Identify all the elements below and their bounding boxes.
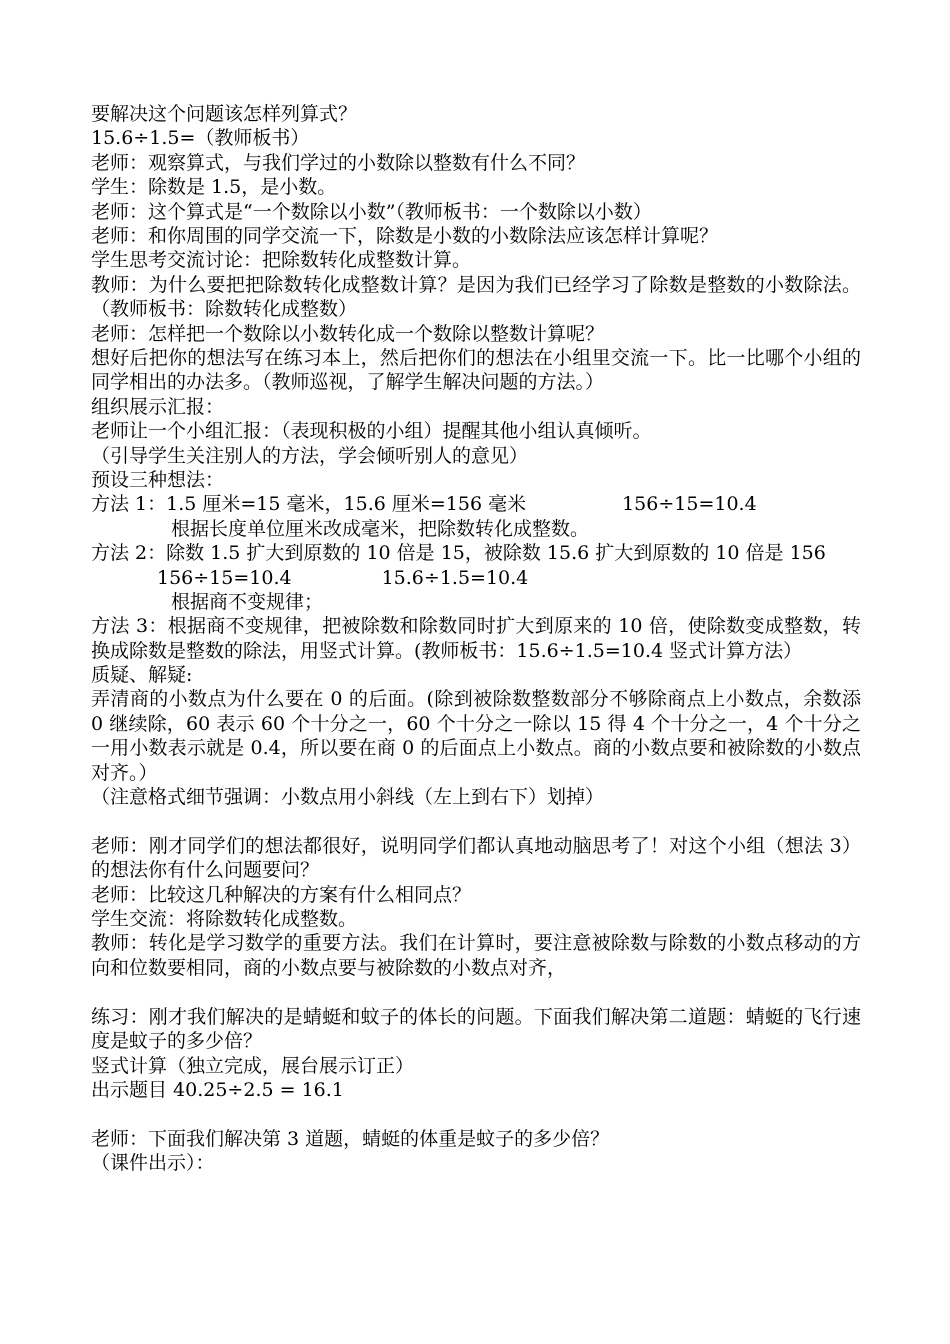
method-2-calc-2: 15.6÷1.5=10.4 bbox=[381, 566, 529, 589]
text-line: 预设三种想法： bbox=[91, 468, 225, 491]
method-2-note: 根据商不变规律； bbox=[171, 590, 324, 613]
student-exchange: 学生交流：将除数转化成整数。 bbox=[91, 908, 358, 931]
method-2-text: 方法 2：除数 1.5 扩大到原数的 10 倍是 15，被除数 15.6 扩大到原数的 10 倍是 156 bbox=[91, 542, 826, 565]
blank-line bbox=[91, 980, 861, 1004]
document-body bbox=[91, 102, 861, 1175]
practice-text: 练习：刚才我们解决的是蜻蜓和蚊子的体长的问题。下面我们解决第二道题：蜻蜓的飞行速度是蚊子的多少倍？ bbox=[91, 1005, 861, 1053]
text-paragraph: 教师：为什么要把把除数转化成整数计算？是因为我们已经学习了除数是整数的小数除法。（教师板书：除数转化成整数） bbox=[91, 273, 861, 321]
teacher-compare: 老师：比较这几种解决的方案有什么相同点？ bbox=[91, 883, 472, 906]
text-line: 要解决这个问题该怎样列算式？ bbox=[91, 103, 358, 125]
method-1-note: 根据长度单位厘米改成毫米，把除数转化成整数。 bbox=[171, 517, 590, 540]
text-line: 老师：这个算式是“一个数除以小数”（教师板书：一个数除以小数） bbox=[91, 200, 652, 223]
text-line: 老师：观察算式，与我们学过的小数除以整数有什么不同？ bbox=[91, 151, 586, 174]
question-text: 弄清商的小数点为什么要在 0 的后面。(除到被除数整数部分不够除商点上小数点，余数添 0 继续除，60 表示 60 个十分之一，60 个十分之一除以 15 得 4 个十分之一，4 个十分之一用小数表示就是 0.4，所以要在商 0 的后面点上小数点。商的小数点要和被除数的小数点对齐。） bbox=[91, 688, 861, 784]
section-title: 质疑、解疑: bbox=[91, 664, 193, 687]
teacher-praise: 老师：刚才同学们的想法都很好，说明同学们都认真地动脑思考了！对这个小组（想法 3）的想法你有什么问题要问？ bbox=[91, 834, 861, 882]
text-paragraph: 想好后把你的想法写在练习本上，然后把你们的想法在小组里交流一下。比一比哪个小组的同学相出的办法多。（教师巡视，了解学生解决问题的方法。） bbox=[91, 346, 861, 394]
vertical-calc-text: 竖式计算（独立完成，展台展示订正） bbox=[91, 1054, 415, 1077]
text-line: 老师：怎样把一个数除以小数转化成一个数除以整数计算呢？ bbox=[91, 322, 605, 345]
teacher-third: 老师：下面我们解决第 3 道题，蜻蜓的体重是蚊子的多少倍？ bbox=[91, 1127, 610, 1150]
method-1-text: 方法 1：1.5 厘米=15 毫米，15.6 厘米=156 毫米 bbox=[91, 493, 527, 516]
blank-line bbox=[91, 810, 861, 834]
method-2-calc-row bbox=[91, 566, 861, 590]
problem-text: 出示题目 40.25÷2.5 = 16.1 bbox=[91, 1078, 344, 1101]
blank-line bbox=[91, 1102, 861, 1126]
text-line: 学生思考交流讨论：把除数转化成整数计算。 bbox=[91, 249, 472, 272]
courseware-text: （课件出示）： bbox=[91, 1152, 215, 1175]
text-line: （引导学生关注别人的方法，学会倾听别人的意见） bbox=[91, 444, 529, 467]
method-2-calc-1: 156÷15=10.4 bbox=[157, 566, 292, 589]
method-1-calc: 156÷15=10.4 bbox=[622, 493, 757, 516]
text-line: 老师：和你周围的同学交流一下，除数是小数的小数除法应该怎样计算呢？ bbox=[91, 224, 719, 247]
method-3-text: 方法 3：根据商不变规律，把被除数和除数同时扩大到原来的 10 倍，使除数变成整数，转换成除数是整数的除法，用竖式计算。(教师板书：15.6÷1.5=10.4 竖式计算方法） bbox=[91, 615, 861, 662]
text-line: 老师让一个小组汇报：（表现积极的小组）提醒其他小组认真倾听。 bbox=[91, 420, 652, 443]
teacher-summary: 教师：转化是学习数学的重要方法。我们在计算时，要注意被除数与除数的小数点移动的方向和位数要相同，商的小数点要与被除数的小数点对齐， bbox=[91, 932, 861, 979]
text-line: 15.6÷1.5=（教师板书） bbox=[91, 127, 310, 150]
text-line: 组织展示汇报： bbox=[91, 395, 225, 418]
format-note: （注意格式细节强调：小数点用小斜线（左上到右下）划掉） bbox=[91, 786, 605, 809]
text-line: 学生：除数是 1.5，是小数。 bbox=[91, 176, 337, 199]
method-1-row bbox=[91, 492, 861, 516]
